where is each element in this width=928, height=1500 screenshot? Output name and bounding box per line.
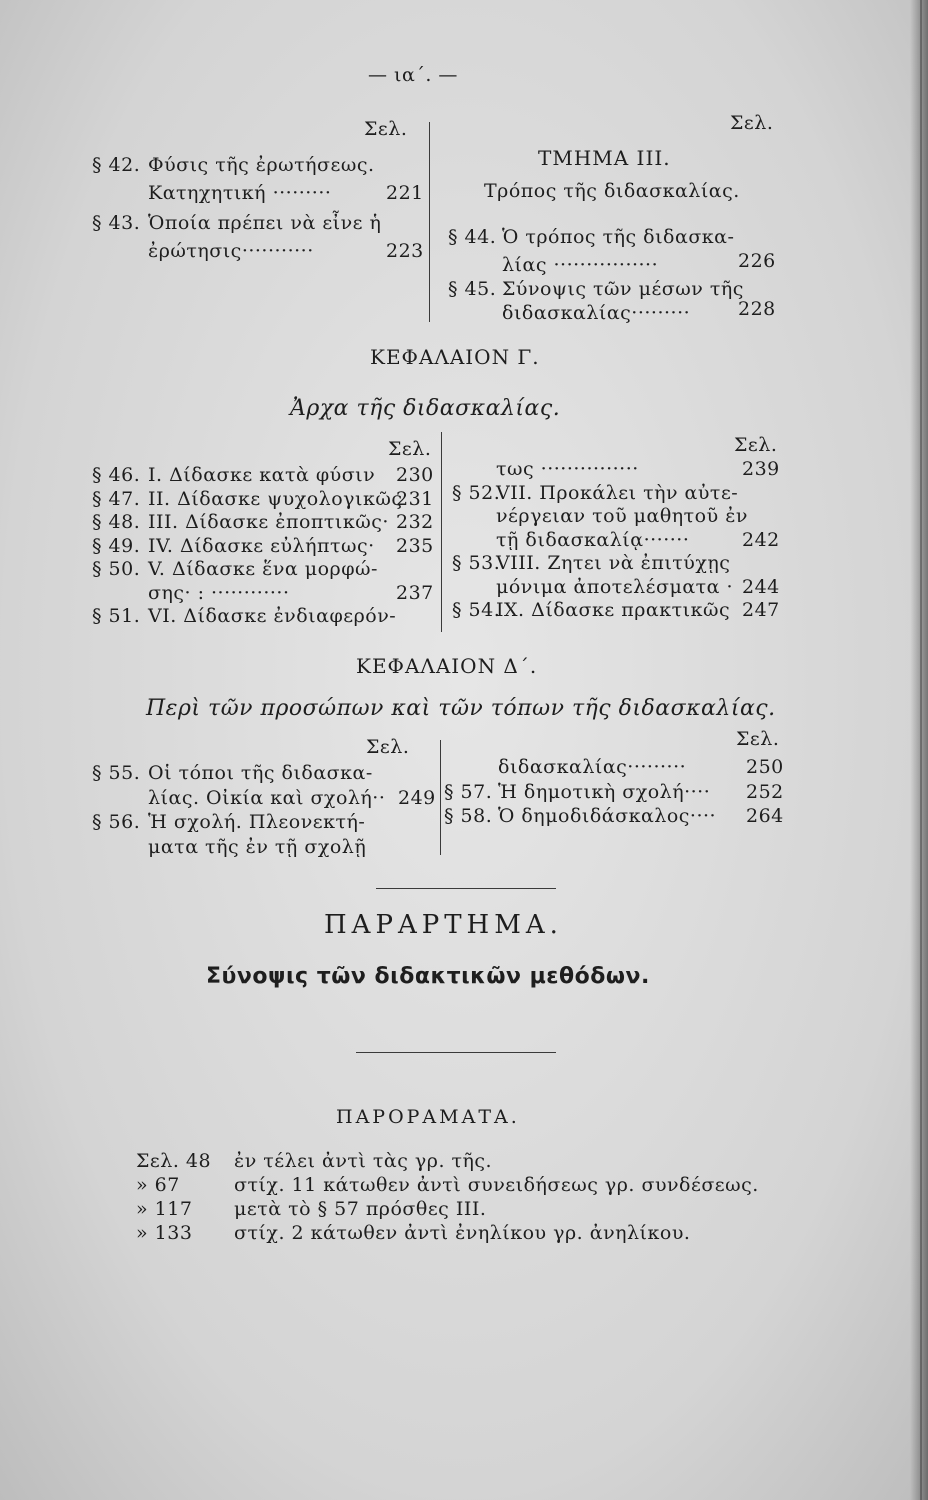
toc-page: 250	[746, 756, 784, 778]
toc-num: § 52.	[452, 481, 501, 504]
page-edge-line	[920, 0, 922, 1500]
toc-num: § 55.	[92, 762, 141, 784]
toc-entry: IX. Δίδασκε πρακτικῶς	[496, 599, 731, 621]
toc-entry: λίας ················	[502, 254, 659, 276]
toc-page: 239	[742, 458, 780, 480]
toc-entry: Σύνοψις τῶν μέσων τῆς	[502, 278, 744, 300]
chapter-subtitle: Ἀρχα τῆς διδασκαλίας.	[290, 396, 561, 421]
chapter-subtitle: Περὶ τῶν προσώπων καὶ τῶν τόπων τῆς διδασκαλίας.	[146, 696, 776, 721]
toc-page: 231	[396, 487, 434, 510]
toc-entry: διδασκαλίας·········	[502, 302, 691, 324]
errata-ref: » 133	[136, 1222, 193, 1244]
divider-rule	[356, 1052, 556, 1053]
page-col-header-right: Σελ.	[734, 434, 778, 456]
toc-entry: τως ···············	[496, 458, 639, 480]
toc-entry: λίας. Οἰκία καὶ σχολή··	[148, 786, 386, 809]
toc-entry: Οἱ τόποι τῆς διδασκα-	[148, 762, 373, 784]
errata-ref: » 67	[136, 1174, 180, 1196]
toc-entry: Ἡ δημοτικὴ σχολή····	[498, 780, 711, 803]
toc-num: § 58.	[444, 805, 493, 827]
divider-rule	[376, 888, 556, 889]
toc-page: 223	[386, 240, 424, 262]
section-subtitle: Τρόπος τῆς διδασκαλίας.	[484, 180, 740, 202]
toc-page: 235	[396, 534, 434, 557]
page-col-header-left: Σελ.	[388, 438, 432, 460]
section-title: ΤΜΗΜΑ ΙΙΙ.	[538, 146, 671, 170]
toc-entry: τῇ διδασκαλίᾳ·······	[496, 528, 690, 551]
toc-entry: Ἡ σχολή. Πλεονεκτή-	[148, 811, 366, 833]
toc-page: 242	[742, 528, 780, 551]
toc-entry: Ὁποία πρέπει νὰ εἶνε ἡ	[148, 212, 382, 234]
errata-text: στίχ. 2 κάτωθεν ἀντὶ ἐνηλίκου γρ. ἀνηλίκου.	[234, 1222, 691, 1244]
errata-text: στίχ. 11 κάτωθεν ἀντὶ συνειδήσεως γρ. συνδέσεως.	[234, 1174, 759, 1196]
toc-entry: V. Δίδασκε ἕνα μορφώ-	[148, 558, 378, 580]
page-col-header-left: Σελ.	[366, 736, 410, 758]
toc-num: § 53.	[452, 552, 501, 574]
toc-page: 264	[746, 805, 784, 827]
appendix-subtitle: Σύνοψις τῶν διδακτικῶν μεθόδων.	[206, 964, 650, 989]
toc-entry: Κατηχητική ·········	[148, 182, 332, 204]
toc-num: § 57.	[444, 780, 493, 803]
toc-num: § 56.	[92, 811, 141, 833]
page-col-header-left: Σελ.	[364, 118, 408, 140]
appendix-title: ΠΑΡΑΡΤΗΜΑ.	[324, 910, 563, 940]
chapter-title: ΚΕΦΑΛΑΙΟΝ Δ΄.	[356, 654, 538, 678]
toc-entry: Φύσις τῆς ἐρωτήσεως.	[148, 154, 375, 176]
column-divider	[429, 122, 430, 322]
toc-num: § 48.	[92, 511, 141, 533]
toc-entry: Ὁ δημοδιδάσκαλος····	[498, 805, 717, 827]
toc-entry: διδασκαλίας·········	[498, 756, 687, 778]
toc-entry: VII. Προκάλει τὴν αὐτε-	[496, 481, 739, 504]
toc-entry: IV. Δίδασκε εὐλήπτως·	[148, 534, 375, 557]
toc-entry: ἐρώτησις···········	[148, 240, 314, 262]
column-divider	[441, 432, 442, 632]
toc-num: § 43.	[92, 212, 141, 234]
page-number: — ια΄. —	[368, 64, 458, 86]
toc-num: § 46.	[92, 464, 141, 486]
page-col-header-right: Σελ.	[736, 728, 780, 750]
page-col-header-right: Σελ.	[730, 112, 774, 134]
errata-ref: » 117	[136, 1198, 193, 1220]
toc-entry: VI. Δίδασκε ἐνδιαφερόν-	[148, 605, 397, 627]
toc-num: § 49.	[92, 534, 141, 557]
toc-num: § 47.	[92, 487, 141, 510]
toc-num: § 50.	[92, 558, 141, 580]
toc-entry: μόνιμα ἀποτελέσματα ·	[496, 575, 734, 598]
toc-page: 221	[386, 182, 424, 204]
toc-entry: I. Δίδασκε κατὰ φύσιν	[148, 464, 376, 486]
toc-page: 252	[746, 780, 784, 803]
toc-page: 244	[742, 575, 780, 598]
toc-num: § 42.	[92, 154, 141, 176]
toc-page: 230	[396, 464, 434, 486]
page-edge-shadow	[910, 0, 928, 1500]
chapter-title: ΚΕΦΑΛΑΙΟΝ Γ.	[370, 345, 540, 369]
toc-entry: ματα τῆς ἐν τῇ σχολῇ	[148, 835, 367, 858]
toc-page: 226	[738, 250, 776, 272]
errata-title: ΠΑΡΟΡΑΜΑΤΑ.	[336, 1106, 520, 1128]
toc-entry: σης· : ············	[148, 581, 290, 604]
toc-entry: III. Δίδασκε ἐποπτικῶς·	[148, 511, 389, 533]
toc-num: § 51.	[92, 605, 141, 627]
toc-entry: νέργειαν τοῦ μαθητοῦ ἐν	[496, 505, 748, 527]
toc-page: 237	[396, 581, 434, 604]
errata-text: ἐν τέλει ἀντὶ τὰς γρ. τῆς.	[234, 1150, 493, 1172]
toc-entry: Ὁ τρόπος τῆς διδασκα-	[502, 226, 735, 248]
toc-page: 228	[738, 298, 776, 320]
toc-page: 249	[398, 786, 436, 809]
toc-page: 232	[396, 511, 434, 533]
toc-num: § 45.	[448, 278, 497, 300]
toc-entry: II. Δίδασκε ψυχολογικῶς	[148, 487, 403, 510]
errata-ref: Σελ. 48	[136, 1150, 212, 1172]
errata-text: μετὰ τὸ § 57 πρόσθες III.	[234, 1198, 487, 1220]
toc-page: 247	[742, 599, 780, 621]
toc-entry: VIII. Ζητει νὰ ἐπιτύχῃς	[496, 552, 731, 574]
toc-num: § 54.	[452, 599, 501, 621]
column-divider	[440, 740, 441, 855]
toc-num: § 44.	[448, 226, 497, 248]
